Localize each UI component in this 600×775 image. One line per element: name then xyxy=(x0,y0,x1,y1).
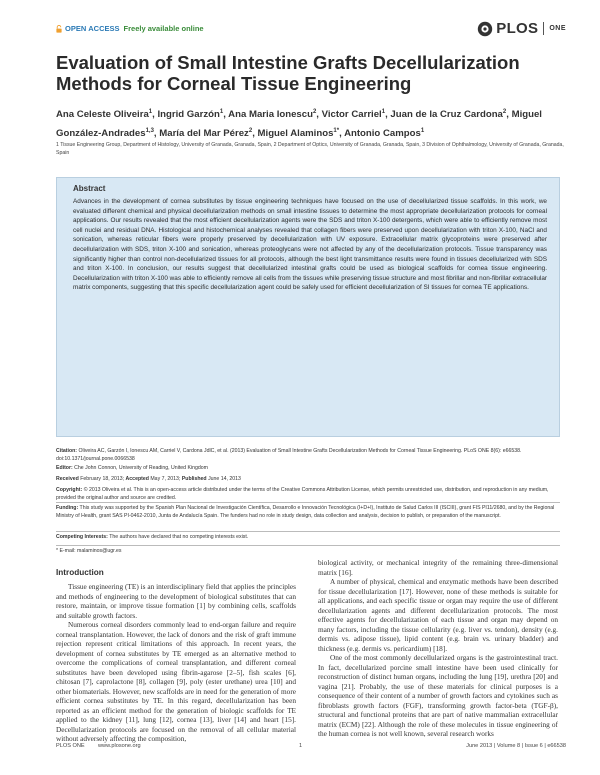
dates xyxy=(56,476,560,484)
citation xyxy=(56,448,560,463)
author-affiliation-sup: 1,3 xyxy=(145,128,154,135)
funding xyxy=(56,505,560,520)
footer-issue: June 2013 | Volume 8 | Issue 6 | e66538 xyxy=(466,743,566,749)
author-affiliation-sup: 2 xyxy=(248,128,253,135)
left-column xyxy=(56,582,296,744)
author-name: Ana Maria Ionescu xyxy=(228,109,313,121)
plos-wordmark: PLOS xyxy=(496,20,539,37)
footer-page-number: 1 xyxy=(299,743,303,749)
email xyxy=(56,548,560,556)
received-label: Received xyxy=(56,476,79,482)
author-name: Ana Celeste Oliveira xyxy=(56,109,149,121)
open-lock-icon xyxy=(56,25,62,33)
copyright-text: © 2013 Oliveira et al. This is an open-access article distributed under the terms of the Creative Commons Attribution License, which permits unrestricted use, distribution, and reproduction in any medium, provided the original author and source are credited. xyxy=(56,487,549,501)
published-date: June 14, 2013 xyxy=(208,476,241,482)
author-affiliation-sup: 1* xyxy=(333,128,340,135)
competing-label: Competing Interests: xyxy=(56,534,108,540)
competing-interests xyxy=(56,534,560,542)
affiliations: 1 Tissue Engineering Group, Department of Histology, University of Granada, Granada, Spain, 2 Department of Optics, University of Granada, Granada, Spain, 3 Division of Ophthalmology, University of Granada, Granada, Spain xyxy=(56,142,564,156)
funding-text: This study was supported by the Spanish Plan Nacional de Investigación Científica, Desarrollo e Innovación Tecnológica (I+D+I), Instituto de Salud Carlos III (ISCIII), grant FIS PI11/2680, and by the Regional Ministry of Health, grant SAS PI-0462-2010, Junta de Andalucía Spain. The funders had no role in study design, data collection and analysis, decision to publish, or preparation of the manuscript. xyxy=(56,505,555,519)
plos-logo-icon xyxy=(477,21,493,37)
author-name: Miguel González-Andrades xyxy=(56,109,542,140)
article-title: Evaluation of Small Intestine Grafts Decellularization Methods for Corneal Tissue Engineering xyxy=(56,52,520,94)
author-name: Victor Carriel xyxy=(321,109,382,121)
received-date: February 18, 2013; xyxy=(80,476,125,482)
author-affiliation-sup: 2 xyxy=(502,109,507,115)
author-name: Ingrid Garzón xyxy=(157,109,220,121)
access-label: ACCESS xyxy=(88,24,120,33)
plos-one-logo xyxy=(477,20,566,37)
logo-divider xyxy=(543,22,544,35)
abstract-heading: Abstract xyxy=(73,184,106,193)
copyright-label: Copyright: xyxy=(56,487,83,493)
meta-divider xyxy=(56,545,560,546)
introduction-heading: Introduction xyxy=(56,568,104,577)
editor-text: Che John Connon, University of Reading, United Kingdom xyxy=(74,465,208,471)
competing-text: The authors have declared that no competing interests exist. xyxy=(109,534,249,540)
open-label: OPEN xyxy=(65,24,87,33)
citation-text: Oliveira AC, Garzón I, Ionescu AM, Carriel V, Cardona JdlC, et al. (2013) Evaluation of Small Intestine Grafts Decellularization Methods for Corneal Tissue Engineering. PLoS ONE 8(6): e66538. doi:10.1371/journal.pone.0066538 xyxy=(56,448,522,462)
page-footer xyxy=(56,743,566,751)
abstract-text: Advances in the development of cornea substitutes by tissue engineering techniques have focused on the use of decellularized tissue scaffolds. In this work, we evaluated different chemical and physical decellularization methods on small intestine tissues to determine the most appropriate decellularization protocols for corneal applications. Our results revealed that the most efficient decellularization agents were the SDS and triton X-100 detergents, which were able to efficiently remove most cell nuclei and residual DNA. Histological and histochemical analyses revealed that collagen fibers were preserved upon decellularization with triton X-100, NaCl and sonication, whereas reticular fibers were properly preserved by decellularization with UV exposure. Extracellular matrix glycoproteins were preserved after decellularization with SDS, triton X-100 and sonication, whereas proteoglycans were not affected by any of the decellularization protocols. Tissue transparency was significantly higher than control non-decellularized tissues for all protocols, although the best light transmittance results were found in tissues decellularized with SDS and triton X-100. In conclusion, our results suggest that decellularized intestinal grafts could be used as biological scaffolds for cornea tissue engineering. Decellularization with triton X-100 was able to efficiently remove all cells from the tissues while preserving tissue structure and most fibrillar and non-fibrillar extracellular matrix components, suggesting that this specific decellularization agent could be safely used for efficient decellularization of SI tissues for cornea TE applications. xyxy=(73,198,547,292)
author-affiliation-sup: 2 xyxy=(312,109,317,115)
accepted-date: May 7, 2013; xyxy=(150,476,181,482)
freely-available-label: Freely available online xyxy=(123,24,204,33)
body-paragraph: One of the most commonly decellularized organs is the gastrointestinal tract. In fact, decellularized porcine small intestine have been used clinically for reconstruction of distinct human organs, including the lung [19], urethra [20] and vagina [21]. Probably, the use of these materials for clinical purposes is a consequence of their content of a number of growth factors and cytokines such as fibroblasts growth factors (FGF), transforming growth factor-beta (TGF-β), structural and functional proteins that are part of native mammalian extracellular matrix (ECM) [22]. Although the role of these molecules in tissue engineering of the human cornea is not well known, several research works xyxy=(318,653,558,738)
body-paragraph: Tissue engineering (TE) is an interdisciplinary field that applies the principles and methods of engineering to the development of biological substitutes that can restore, maintain, or improve tissue formation [1] by combining cells, scaffolds and suitable growth factors. xyxy=(56,582,296,620)
meta-divider xyxy=(56,502,560,503)
email-text: * E-mail: malaminos@ugr.es xyxy=(56,548,122,554)
author-list: Ana Celeste Oliveira$^1$, Ingrid Garzón$^1$, Ana Maria Ionescu$^2$, Victor Carriel$^1$, Juan de la Cruz Cardona$^2$, Miguel González-Andrades$^{1,3}$, María del Mar Pérez$^2$, Miguel Alaminos$^{1*}$, Antonio Campos$^1$ xyxy=(56,109,542,140)
one-wordmark: ONE xyxy=(549,25,566,32)
published-label: Published xyxy=(181,476,207,482)
author-name: Juan de la Cruz Cardona xyxy=(390,109,503,121)
author-affiliation-sup: 1 xyxy=(381,109,386,115)
funding-label: Funding: xyxy=(56,505,79,511)
body-paragraph: A number of physical, chemical and enzymatic methods have been described for tissue decellularization [17]. However, none of these methods is suitable for all applications, and each specific tissue or organ may require the use of different decellularization agents and different decellularization protocols. The most effective agents for decellularization of each tissue and organ may depend on many factors, including the tissue cellularity (e.g. liver vs. tendon), density (e.g. dermis vs. adipose tissue), lipid content (e.g. brain vs. urinary bladder) and thickness (e.g. dermis vs. pericardium) [18]. xyxy=(318,577,558,653)
journal-header xyxy=(56,20,566,42)
right-column xyxy=(318,558,558,739)
author-affiliation-sup: 1 xyxy=(219,109,224,115)
author-name: Miguel Alaminos xyxy=(257,128,334,140)
citation-label: Citation: xyxy=(56,448,78,454)
author-affiliation-sup: 1 xyxy=(420,128,425,135)
copyright xyxy=(56,487,560,502)
footer-url[interactable]: www.plosone.org xyxy=(98,743,141,749)
body-paragraph: Numerous corneal disorders commonly lead to end-organ failure and require corneal transplantation. However, the lack of donors and the risk of graft immune rejection represent critical limitations of this approach. In recent years, the development of cornea substitutes by TE emerged as an alternative method to overcome the complications of corneal transplantation, and different corneal substitutes have been developed using fibrin-agarose [2–5], fish scales [6], chitosan [7], caprolactone [8], collagen [9], poly (ester urethane) urea [10] and other biomaterials. However, new scaffolds are in need for the generation of more efficient cornea substitutes by TE. In this regard, decellularization has been reported as an efficient method for the generation of biologic scaffolds for TE applied to the kidney [11], lung [12], cornea [13], liver [14] and heart [15]. Decellularization protocols are focused on the removal of all cellular material without adversely affecting the composition, xyxy=(56,620,296,743)
editor xyxy=(56,465,560,473)
open-access-badge xyxy=(56,24,204,33)
footer-journal: PLOS ONE xyxy=(56,743,85,749)
body-paragraph: biological activity, or mechanical integrity of the remaining three-dimensional matrix [16]. xyxy=(318,558,558,577)
meta-divider xyxy=(56,531,560,532)
abstract-box xyxy=(56,177,560,437)
author-name: Antonio Campos xyxy=(344,128,421,140)
author-affiliation-sup: 1 xyxy=(148,109,153,115)
editor-label: Editor: xyxy=(56,465,73,471)
accepted-label: Accepted xyxy=(125,476,149,482)
author-name: María del Mar Pérez xyxy=(159,128,249,140)
